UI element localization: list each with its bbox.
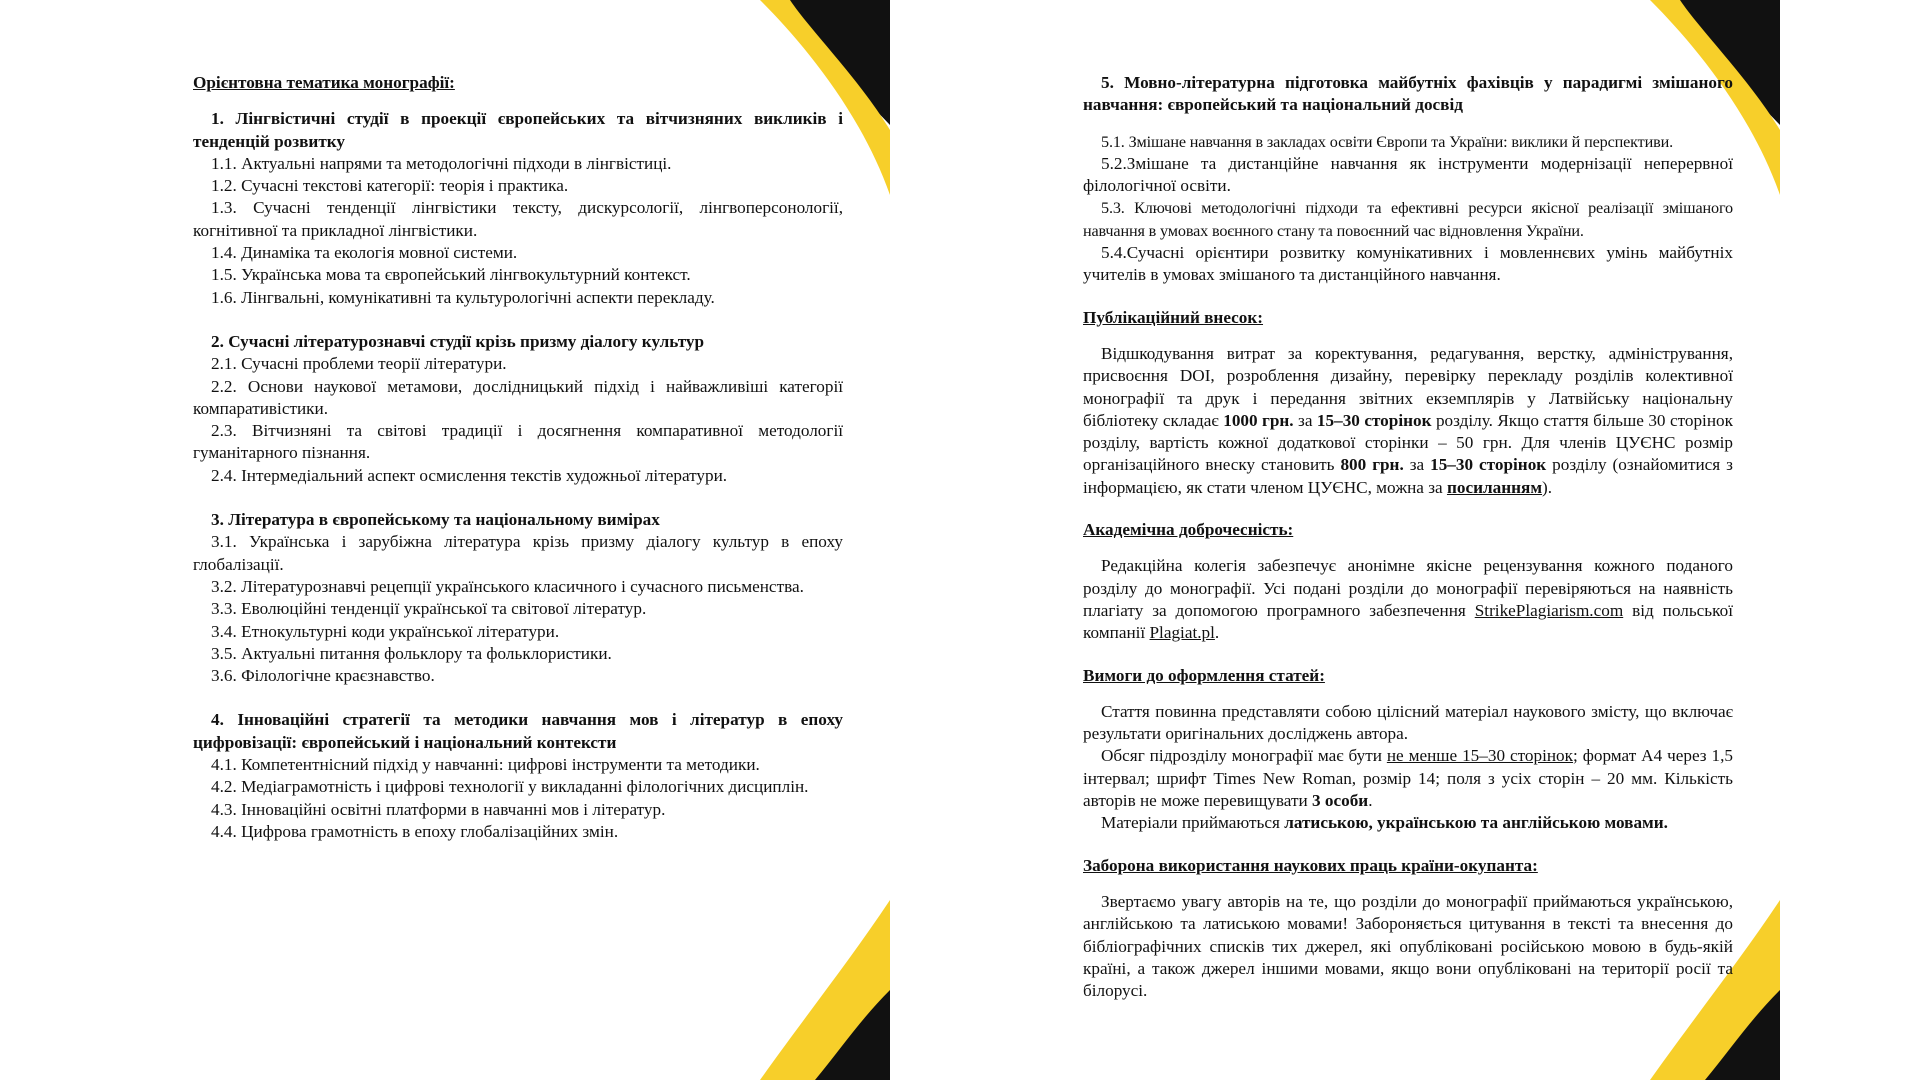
accepted-languages: латиською, українською та англійською мовами. xyxy=(1284,813,1668,833)
list-item: 1.2. Сучасні текстові категорії: теорія і практика. xyxy=(211,176,569,196)
list-item: 3.3. Еволюційні тенденції української та світової літератур. xyxy=(211,599,647,619)
topics-heading: Орієнтовна тематика монографії: xyxy=(193,73,455,92)
requirements-text: ; формат А4 через 1,5 інтервал; шрифт Times New Roman, розмір 14; поля з усіх сторін – 20 мм. Кількість авторів не може перевищувати xyxy=(1083,746,1734,811)
fee-pages: 15–30 сторінок xyxy=(1316,410,1432,430)
requirements-paragraph-2 xyxy=(1083,745,1733,812)
fee-text: розділу (ознайомитися з інформацією, як стати членом ЦУЄНС, можна за xyxy=(1083,455,1733,497)
requirements-text: Матеріали приймаються xyxy=(1101,813,1285,833)
page-left xyxy=(0,0,890,1080)
ban-paragraph: Звертаємо увагу авторів на те, що розділи до монографії приймаються українською, англійською та латиською мовами! Забороняється цитування в тексті та внесення до бібліографічних списків тих джерел, які опубліковані російською мовою в будь-якій країні, а також джерел іншими мовами, якщо вони опубліковані на території росії та білорусі. xyxy=(1083,891,1733,1001)
fee-text: розділу. Якщо стаття більше 30 сторінок розділу, вартість кожної додаткової сторінки – 50 грн. Для членів ЦУЄНС розмір організаційного внеску становить xyxy=(1083,410,1733,475)
fee-text: ). xyxy=(1542,477,1553,497)
page-right xyxy=(890,0,1780,1080)
author-limit: 3 особи xyxy=(1311,791,1369,811)
right-content xyxy=(1083,72,1733,1002)
list-item: 3.1. Українська і зарубіжна література крізь призму діалогу культур в епоху глобалізації. xyxy=(193,532,843,574)
list-item: 1.4. Динаміка та екологія мовної системи. xyxy=(211,243,518,263)
list-item: 4.2. Медіаграмотність і цифрові технології у викладанні філологічних дисциплін. xyxy=(211,777,809,797)
fee-text: за xyxy=(1293,410,1317,430)
list-item: 1.6. Лінгвальні, комунікативні та культурологічні аспекти перекладу. xyxy=(211,287,715,307)
requirements-text: . xyxy=(1368,791,1373,811)
member-fee-amount: 800 грн. xyxy=(1340,455,1404,475)
list-item: 3.4. Етнокультурні коди української літератури. xyxy=(211,621,560,641)
section-4-title: 4. Інноваційні стратегії та методики навчання мов і літератур в епоху цифровізації: європейський і національний контексти xyxy=(193,710,843,752)
list-item: 1.5. Українська мова та європейський лінгвокультурний контекст. xyxy=(211,265,691,285)
requirements-paragraph-1: Стаття повинна представляти собою цілісний матеріал наукового змісту, що включає результати оригінальних досліджень автора. xyxy=(1083,701,1733,744)
list-item: 2.3. Вітчизняні та світові традиції і досягнення компаративної методології гуманітарного пізнання. xyxy=(193,421,843,463)
requirements-text: Обсяг підрозділу монографії має бути xyxy=(1101,746,1387,766)
list-item: 2.2. Основи наукової метамови, дослідницький підхід і найважливіші категорії компаративістики. xyxy=(193,376,843,418)
page-count-requirement: не менше 15–30 сторінок xyxy=(1386,746,1574,766)
list-item: 4.3. Інноваційні освітні платформи в навчанні мов і літератур. xyxy=(211,799,666,819)
list-item: 2.1. Сучасні проблеми теорії літератури. xyxy=(211,354,507,374)
list-item: 3.5. Актуальні питання фольклору та фольклористики. xyxy=(211,643,612,663)
left-content xyxy=(193,72,843,843)
list-item: 2.4. Інтермедіальний аспект осмислення текстів художньої літератури. xyxy=(211,465,728,485)
integrity-text: . xyxy=(1214,623,1220,643)
list-item: 5.1. Змішане навчання в закладах освіти Європи та України: виклики й перспективи. xyxy=(1101,132,1674,151)
integrity-paragraph xyxy=(1083,555,1733,644)
list-item: 5.2.Змішане та дистанційне навчання як інструменти модернізації неперервної філологічної освіти. xyxy=(1083,153,1733,196)
integrity-text: Редакційна колегія забезпечує анонімне якісне рецензування кожного поданого розділу до монографії. Усі подані розділи до монографії перевіряються на наявність плагіату за допомогою програмного забезпечення xyxy=(1083,556,1733,620)
list-item: 5.4.Сучасні орієнтири розвитку комунікативних і мовленнєвих умінь майбутніх учителів в умовах змішаного та дистанційного навчання. xyxy=(1083,243,1733,285)
section-2-title: 2. Сучасні літературознавчі студії крізь призму діалогу культур xyxy=(211,331,705,351)
membership-link[interactable]: посиланням xyxy=(1446,477,1543,497)
list-item: 4.1. Компетентнісний підхід у навчанні: цифрові інструменти та методики. xyxy=(211,755,760,775)
section-3-title: 3. Література в європейському та національному вимірах xyxy=(211,510,660,530)
plagiat-link[interactable]: Plagiat.pl xyxy=(1149,623,1215,643)
list-item: 1.1. Актуальні напрями та методологічні підходи в лінгвістиці. xyxy=(211,153,672,173)
integrity-text: від польської компанії xyxy=(1083,600,1733,643)
fee-paragraph xyxy=(1083,343,1733,499)
list-item: 3.6. Філологічне краєзнавство. xyxy=(211,666,435,686)
list-item: 3.2. Літературознавчі рецепції українського класичного і сучасного письменства. xyxy=(211,576,804,596)
ban-heading: Заборона використання наукових праць країни-окупанта: xyxy=(1083,855,1538,875)
fee-amount: 1000 грн. xyxy=(1223,410,1294,430)
requirements-paragraph-3 xyxy=(1083,812,1733,834)
section-5-title: 5. Мовно-літературна підготовка майбутніх фахівців у парадигмі змішаного навчання: європейський та національний досвід xyxy=(1083,73,1733,115)
list-item: 4.4. Цифрова грамотність в епоху глобалізаційних змін. xyxy=(211,821,619,841)
list-item: 1.3. Сучасні тенденції лінгвістики тексту, дискурсології, лінгвоперсонології, когнітивної та прикладної лінгвістики. xyxy=(193,198,843,240)
fee-text: Відшкодування витрат за коректування, редагування, верстку, адміністрування, присвоєння DOI, розроблення дизайну, перевірку перекладу розділів колективної монографії та друк і передання звітних екземплярів у Латвійську національну бібліотеку складає xyxy=(1083,343,1733,430)
list-item: 5.3. Ключові методологічні підходи та ефективні ресурси якісної реалізації змішаного навчання в умовах воєнного стану та повоєнний час відновлення України. xyxy=(1083,199,1733,240)
requirements-heading: Вимоги до оформлення статей: xyxy=(1083,665,1325,685)
section-1-title: 1. Лінгвістичні студії в проекції європейських та вітчизняних викликів і тенденцій розвитку xyxy=(193,109,843,151)
strikeplagiarism-link[interactable]: StrikePlagiarism.com xyxy=(1474,600,1624,620)
integrity-heading: Академічна доброчесність: xyxy=(1083,520,1294,540)
fee-text: за xyxy=(1403,455,1431,475)
member-fee-pages: 15–30 сторінок xyxy=(1430,455,1547,475)
fee-heading: Публікаційний внесок: xyxy=(1083,307,1264,327)
